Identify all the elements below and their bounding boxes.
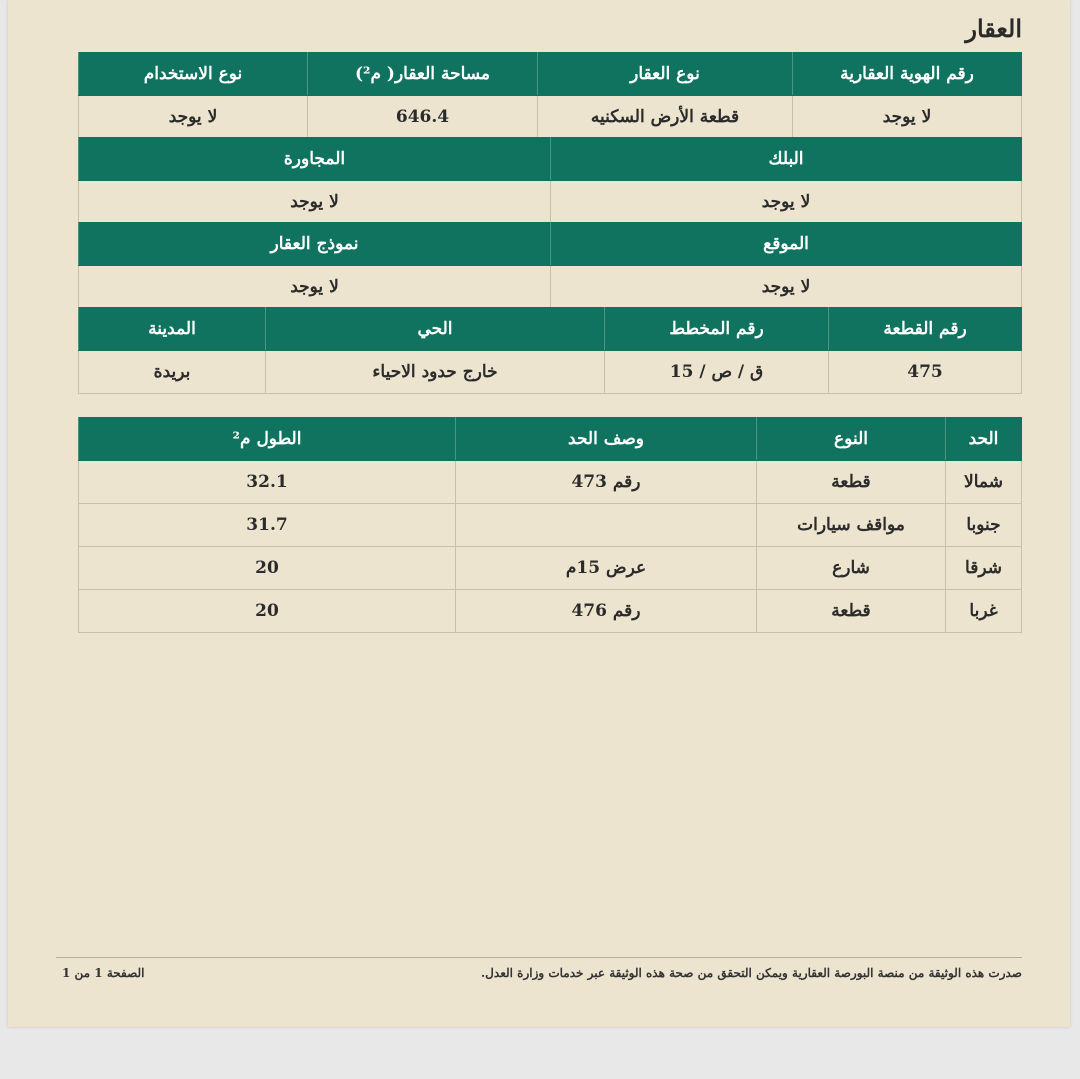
header-boundary-type: النوع	[757, 418, 946, 461]
block-table	[78, 137, 1022, 224]
boundary-description: رقم 476	[456, 590, 757, 633]
header-boundary-description: وصف الحد	[456, 418, 757, 461]
header-property-model: نموذج العقار	[79, 223, 551, 266]
value-property-id: لا يوجد	[793, 96, 1022, 139]
boundary-description	[456, 504, 757, 547]
footer-divider	[56, 957, 1022, 958]
header-property-area: مساحة العقار( م²)	[308, 53, 538, 96]
boundary-direction: جنوبا	[946, 504, 1022, 547]
header-city: المدينة	[79, 308, 266, 351]
header-property-id: رقم الهوية العقارية	[793, 53, 1022, 96]
table-row	[79, 504, 1022, 547]
header-property-type: نوع العقار	[538, 53, 793, 96]
boundary-description: عرض 15م	[456, 547, 757, 590]
header-usage-type: نوع الاستخدام	[79, 53, 308, 96]
table-row	[79, 461, 1022, 504]
value-property-type: قطعة الأرض السكنيه	[538, 96, 793, 139]
value-property-model: لا يوجد	[79, 266, 551, 309]
table-header-row	[79, 308, 1022, 351]
boundary-direction: شرقا	[946, 547, 1022, 590]
table-header-row	[79, 418, 1022, 461]
footer-note: صدرت هذه الوثيقة من منصة البورصة العقارية ويمكن التحقق من صحة هذه الوثيقة عبر خدمات وزارة العدل.	[481, 966, 1022, 980]
location-table	[78, 222, 1022, 309]
boundary-length: 20	[79, 547, 456, 590]
value-district: خارج حدود الاحياء	[266, 351, 605, 394]
header-plot-number: رقم القطعة	[829, 308, 1022, 351]
table-header-row	[79, 138, 1022, 181]
boundaries-table	[78, 417, 1022, 633]
table-row	[79, 181, 1022, 224]
property-table	[78, 52, 1022, 139]
table-row	[79, 590, 1022, 633]
header-boundary: الحد	[946, 418, 1022, 461]
page-number: الصفحة 1 من 1	[62, 966, 145, 980]
boundary-direction: شمالا	[946, 461, 1022, 504]
table-row	[79, 96, 1022, 139]
header-neighborhood: المجاورة	[79, 138, 551, 181]
boundary-length: 31.7	[79, 504, 456, 547]
document-page	[8, 0, 1070, 1027]
value-location: لا يوجد	[551, 266, 1022, 309]
value-block: لا يوجد	[551, 181, 1022, 224]
value-usage-type: لا يوجد	[79, 96, 308, 139]
boundary-description: رقم 473	[456, 461, 757, 504]
value-property-area: 646.4	[308, 96, 538, 139]
table-header-row	[79, 223, 1022, 266]
boundary-type: مواقف سيارات	[757, 504, 946, 547]
table-row	[79, 547, 1022, 590]
table-row	[79, 351, 1022, 394]
table-row	[79, 266, 1022, 309]
value-plot-number: 475	[829, 351, 1022, 394]
value-plan-number: ق / ص / 15	[605, 351, 829, 394]
table-header-row	[79, 53, 1022, 96]
header-location: الموقع	[551, 223, 1022, 266]
boundary-type: قطعة	[757, 461, 946, 504]
header-district: الحي	[266, 308, 605, 351]
boundary-length: 20	[79, 590, 456, 633]
boundary-type: شارع	[757, 547, 946, 590]
boundary-length: 32.1	[79, 461, 456, 504]
boundary-type: قطعة	[757, 590, 946, 633]
header-block: البلك	[551, 138, 1022, 181]
header-plan-number: رقم المخطط	[605, 308, 829, 351]
value-city: بريدة	[79, 351, 266, 394]
value-neighborhood: لا يوجد	[79, 181, 551, 224]
boundary-direction: غربا	[946, 590, 1022, 633]
page-title: العقار	[965, 14, 1022, 43]
plot-table	[78, 307, 1022, 394]
header-boundary-length: الطول م²	[79, 418, 456, 461]
